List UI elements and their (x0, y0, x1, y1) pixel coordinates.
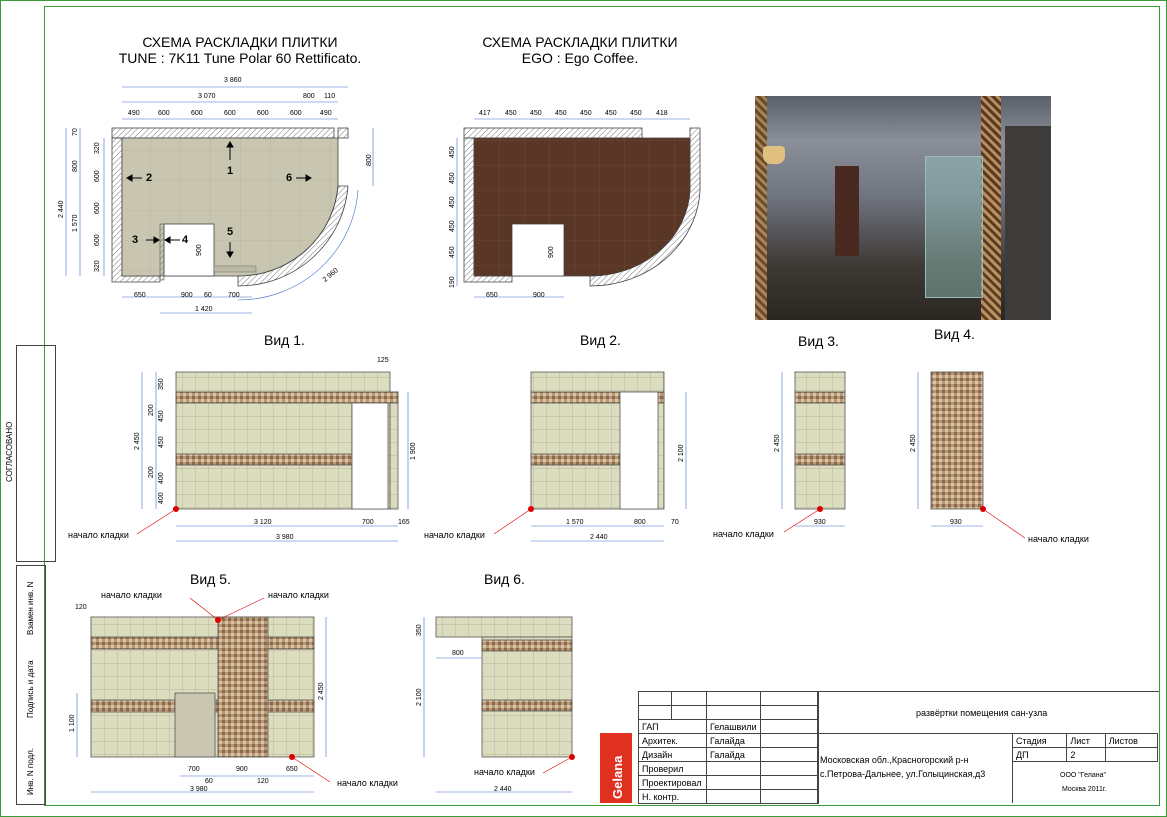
plan1-dim-top3-1: 600 (158, 110, 170, 117)
v5-dim-b-1: 900 (236, 766, 248, 773)
v3-start-note: начало кладки (713, 529, 774, 539)
stamp-role-4: Проектировал (639, 776, 707, 790)
plan1-title-line2: TUNE : 7K11 Tune Polar 60 Rettificato. (118, 50, 362, 66)
v4-dim-w: 930 (950, 519, 962, 526)
v5-dim-total: 3 980 (190, 786, 208, 793)
v3-dim-w: 930 (814, 519, 826, 526)
v1-dim-h: 2 450 (134, 432, 141, 450)
plan1-dim-arc: 2 960 (321, 267, 340, 284)
v2-start-note: начало кладки (424, 530, 485, 540)
plan2-dim-top-0: 417 (479, 110, 491, 117)
plan1-dim-bottom-3: 700 (228, 292, 240, 299)
plan1-dim-bottom-0: 650 (134, 292, 146, 299)
plan2-dim-left-1: 450 (449, 172, 456, 184)
stamp-sheet-header: Лист (1067, 734, 1105, 748)
v1-dim-left-6: 400 (158, 492, 165, 504)
v1-start-note: начало кладки (68, 530, 129, 540)
v1-dim-door: 1 900 (410, 442, 417, 460)
plan1-dim-left-a0: 70 (72, 128, 79, 136)
v5-dim-b-0: 700 (188, 766, 200, 773)
v1-dim-left-0: 350 (158, 378, 165, 390)
view5-label: Вид 5. (190, 571, 231, 587)
stamp-name-1: Галайда (707, 734, 761, 748)
stamp-address1: Московская обл.,Красногорский р-н (820, 755, 969, 765)
plan2-dim-bottom-0: 650 (486, 292, 498, 299)
plan2-dim-top-5: 450 (605, 110, 617, 117)
plan2-dim-left-0: 450 (449, 146, 456, 158)
plan1-arrow-label-2: 2 (146, 172, 153, 184)
view3-start-point (817, 506, 823, 512)
view2-label: Вид 2. (580, 332, 621, 348)
plan1-door-dim: 900 (196, 244, 203, 256)
view5-start-point-bottom (289, 754, 295, 760)
v5-dim-b2-0: 60 (205, 778, 213, 785)
stamp-logo-text: Gelana (610, 755, 625, 799)
plan2-dim-top-1: 450 (505, 110, 517, 117)
v4-dim-h: 2 450 (910, 434, 917, 452)
stamp-sheets-header: Листов (1105, 734, 1157, 748)
side-agreed-label: СОГЛАСОВАНО (5, 421, 14, 482)
v1-dim-left-2: 450 (158, 410, 165, 422)
stamp-name-0: Гелашвили (707, 720, 761, 734)
plan2-dim-left-2: 450 (449, 196, 456, 208)
plan1-title-line1: СХЕМА РАСКЛАДКИ ПЛИТКИ (142, 34, 338, 50)
plan2-dim-top-6: 450 (630, 110, 642, 117)
stamp-name-3 (707, 762, 761, 776)
plan1-dim-left-a4: 600 (94, 202, 101, 214)
v1-dim-left-3: 450 (158, 436, 165, 448)
v6-dim-top: 350 (416, 624, 423, 636)
v6-start-note: начало кладки (474, 767, 535, 777)
stamp-address2: с.Петрова-Дальнее, ул.Голыцинская,д3 (820, 769, 986, 779)
stamp-role-3: Проверил (639, 762, 707, 776)
plan1-dim-top3-2: 600 (191, 110, 203, 117)
plan1-dim-top3-4: 600 (257, 110, 269, 117)
view1-label: Вид 1. (264, 332, 305, 348)
v1-dim-b2: 700 (362, 519, 374, 526)
plan1-dim-bottom-1: 900 (181, 292, 193, 299)
v1-dim-total: 3 980 (276, 534, 294, 541)
v6-dim-total: 2 440 (494, 786, 512, 793)
stamp-role-5: Н. контр. (639, 790, 707, 804)
plan1-arrow-label-6: 6 (286, 172, 293, 184)
view6-start-point (569, 754, 575, 760)
plan1-dim-left-outer: 2 440 (58, 200, 65, 218)
v1-dim-left-5: 400 (158, 472, 165, 484)
stamp-sheet-title: развёртки помещения сан-узла (916, 708, 1048, 718)
plan1-dim-bottom-2: 60 (204, 292, 212, 299)
stamp-name-5 (707, 790, 761, 804)
stamp-stage-value: ДП (1013, 748, 1067, 762)
v2-dim-b2: 800 (634, 519, 646, 526)
v1-dim-b3: 165 (398, 519, 410, 526)
side-inv-orig: Инв. N подл. (26, 747, 35, 795)
v1-dim-left-4: 200 (148, 466, 155, 478)
plan2-title-line2: EGO : Ego Coffee. (521, 50, 639, 66)
v5-dim-top: 120 (75, 604, 87, 611)
side-sign-date: Подпись и дата (26, 660, 35, 718)
stamp-sheet-value: 2 (1067, 748, 1105, 762)
plan2-dim-top-4: 450 (580, 110, 592, 117)
v5-start-note-right: начало кладки (268, 590, 329, 600)
stamp-role-0: ГАП (639, 720, 707, 734)
view6-label: Вид 6. (484, 571, 525, 587)
v1-dim-b1: 3 120 (254, 519, 272, 526)
v2-dim-total: 2 440 (590, 534, 608, 541)
plan2-dim-top-7: 418 (656, 110, 668, 117)
stamp-roles-table (638, 691, 818, 804)
view5-start-point-top (215, 617, 221, 623)
plan1-arrow-label-5: 5 (227, 226, 234, 238)
view1-start-point (173, 506, 179, 512)
plan1-arrow-label-3: 3 (132, 234, 139, 246)
plan2-dim-left-4: 450 (449, 246, 456, 258)
plan2-dim-top-3: 450 (555, 110, 567, 117)
v2-dim-b1: 1 570 (566, 519, 584, 526)
v5-dim-left: 1 100 (69, 714, 76, 732)
v1-dim-left-1: 200 (148, 404, 155, 416)
plan1-dim-left-a6: 320 (94, 260, 101, 272)
stamp-role-1: Архитек. (639, 734, 707, 748)
plan1-dim-top3-5: 600 (290, 110, 302, 117)
plan1-dim-top2a: 3 070 (198, 93, 216, 100)
plan1-dim-top3-0: 490 (128, 110, 140, 117)
v6-dim-inner: 800 (452, 650, 464, 657)
plan1-dim-top3-3: 600 (224, 110, 236, 117)
stamp-company: ООО "Гелана" (1060, 772, 1106, 779)
plan2-title-line1: СХЕМА РАСКЛАДКИ ПЛИТКИ (482, 34, 678, 50)
v5-dim-b-2: 650 (286, 766, 298, 773)
plan1-dim-top3-6: 490 (320, 110, 332, 117)
plan1-dim-left-a2: 320 (94, 142, 101, 154)
plan2-dim-bottom-1: 900 (533, 292, 545, 299)
plan2-door-dim: 900 (548, 246, 555, 258)
plan1-dim-top2c: 110 (324, 93, 336, 100)
v3-dim-h: 2 450 (774, 434, 781, 452)
plan1-arrow-label-1: 1 (227, 165, 234, 177)
plan2-dim-left-5: 190 (449, 276, 456, 288)
plan1-dim-left-a3: 600 (94, 170, 101, 182)
plan1-dim-bottom2: 1 420 (195, 306, 213, 313)
v6-dim-h: 2 100 (416, 688, 423, 706)
stamp-stage-header: Стадия (1013, 734, 1067, 748)
view3-label: Вид 3. (798, 333, 839, 349)
plan1-dim-top1: 3 860 (224, 77, 242, 84)
stamp-stage-table (1012, 733, 1158, 762)
stamp-city: Москва 2011г. (1062, 786, 1107, 793)
v5-dim-h: 2 450 (318, 682, 325, 700)
stamp-role-2: Дизайн (639, 748, 707, 762)
v5-start-note-bottom: начало кладки (337, 778, 398, 788)
stamp-name-2: Галайда (707, 748, 761, 762)
stamp-name-4 (707, 776, 761, 790)
side-inv-replace: Взамен инв. N (26, 581, 35, 635)
plan1-dim-left-a5: 600 (94, 234, 101, 246)
view4-label: Вид 4. (934, 326, 975, 342)
v2-dim-b3: 70 (671, 519, 679, 526)
plan2-dim-left-3: 450 (449, 220, 456, 232)
plan1-dim-right: 800 (366, 154, 373, 166)
plan1-arrow-label-4: 4 (182, 234, 189, 246)
plan1-dim-top2b: 800 (303, 93, 315, 100)
plan1-dim-left-mid: 1 570 (72, 214, 79, 232)
plan1-dim-left-a1: 800 (72, 160, 79, 172)
v5-start-note-left: начало кладки (101, 590, 162, 600)
v1-dim-top: 125 (377, 357, 389, 364)
v5-dim-b2-1: 120 (257, 778, 269, 785)
v2-dim-h: 2 100 (678, 444, 685, 462)
v4-start-note: начало кладки (1028, 534, 1089, 544)
plan2-dim-top-2: 450 (530, 110, 542, 117)
view4-start-point (980, 506, 986, 512)
stamp-logo (600, 733, 632, 803)
view2-start-point (528, 506, 534, 512)
